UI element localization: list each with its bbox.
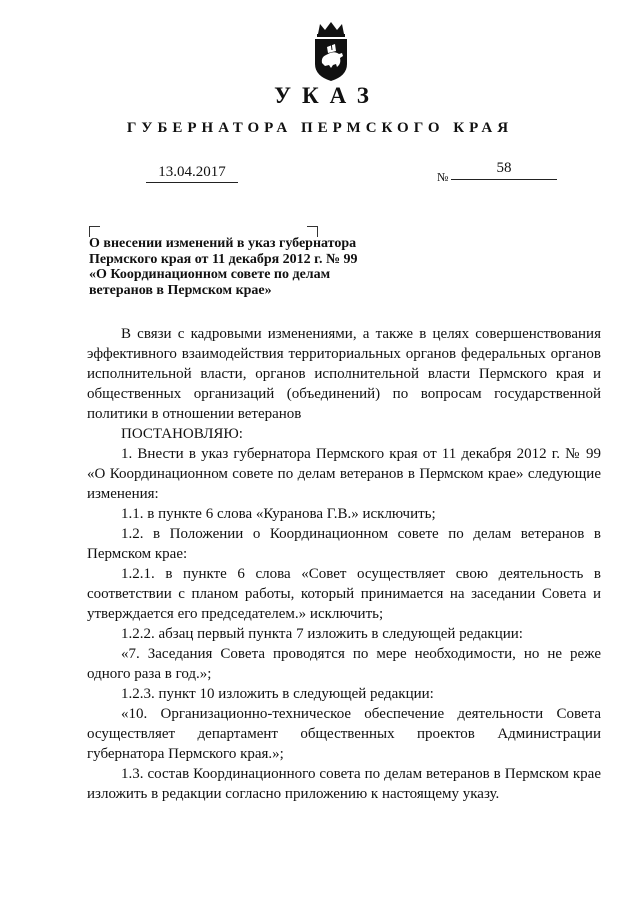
- document-date: 13.04.2017: [146, 164, 238, 183]
- body-paragraph: 1.2.1. в пункте 6 слова «Совет осуществляет свою деятельность в соответствии с планом работы, который принимается на заседании Совета и утверждается его председателем.» исключить;: [87, 566, 601, 622]
- body-paragraph: «10. Организационно-техническое обеспечение деятельности Совета осуществляет департамент общественных проектов Администрации губернатора Пермского края.»;: [87, 706, 601, 762]
- body-paragraph: 1.2.2. абзац первый пункта 7 изложить в следующей редакции:: [121, 626, 523, 642]
- body-paragraph: 1. Внести в указ губернатора Пермского края от 11 декабря 2012 г. № 99 «О Координационном совете по делам ветеранов в Пермском крае» следующие изменения:: [87, 446, 601, 502]
- body-paragraph: 1.2.3. пункт 10 изложить в следующей редакции:: [121, 686, 434, 702]
- body-paragraph: 1.2. в Положении о Координационном совете по делам ветеранов в Пермском крае:: [87, 526, 601, 562]
- body-paragraph: 1.1. в пункте 6 слова «Куранова Г.В.» исключить;: [121, 506, 436, 522]
- coat-of-arms-icon: [309, 20, 353, 82]
- number-label: №: [437, 170, 449, 184]
- document-title: УКАЗ: [274, 83, 380, 108]
- resolution-word: ПОСТАНОВЛЯЮ:: [121, 426, 243, 442]
- body-paragraph: В связи с кадровыми изменениями, а также в целях совершенствования эффективного взаимодействия территориальных органов федеральных органов исполнительной власти, органов исполнительной власти Пермского края и общественных организаций (объединений) по вопросам государственной политики в отношении ветеранов: [87, 326, 601, 422]
- heading-line: ветеранов в Пермском крае»: [89, 282, 272, 298]
- document-number: 58: [451, 160, 557, 180]
- body-paragraph: 1.3. состав Координационного совета по делам ветеранов в Пермском крае изложить в редакции согласно приложению к настоящему указу.: [87, 766, 601, 802]
- heading-line: Пермского края от 11 декабря 2012 г. № 99: [89, 251, 358, 267]
- heading-line: О внесении изменений в указ губернатора: [89, 236, 357, 251]
- document-body: [87, 324, 601, 804]
- document-subtitle: ГУБЕРНАТОРА ПЕРМСКОГО КРАЯ: [126, 120, 514, 136]
- body-paragraph: «7. Заседания Совета проводятся по мере необходимости, но не реже одного раза в год.»;: [87, 646, 601, 682]
- document-heading: [89, 236, 389, 298]
- heading-line: «О Координационном совете по делам: [89, 267, 331, 282]
